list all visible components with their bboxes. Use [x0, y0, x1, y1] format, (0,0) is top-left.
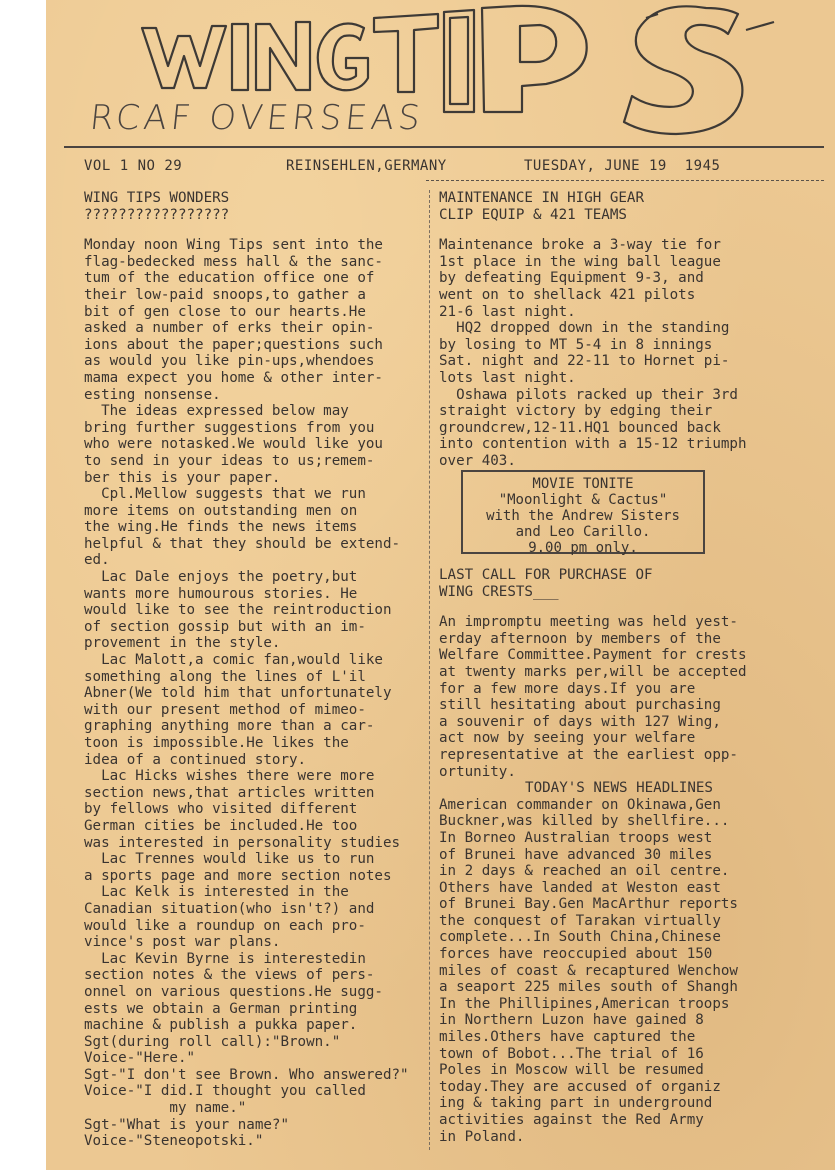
news-line: forces have reoccupied about 150	[439, 946, 713, 963]
article-line: Lac Kevin Byrne is interestedin	[84, 950, 366, 967]
article-body	[439, 614, 799, 780]
article-line: act now by seeing your welfare	[439, 730, 696, 747]
article-line: would like a roundup on each pro-	[84, 917, 366, 934]
article-line: Abner(We told him that unfortunately	[84, 685, 392, 702]
article-line: over 403.	[439, 452, 516, 469]
article-line: Lac Malott,a comic fan,would like	[84, 652, 383, 669]
article-line: toon is impossible.He likes the	[84, 735, 349, 751]
article-wing-crests	[439, 567, 799, 1145]
article-line: ests we obtain a German printing	[84, 1000, 358, 1017]
article-line: into contention with a 15-12 triumph	[439, 436, 747, 453]
article-line: flag-bedecked mess hall & the sanc-	[84, 253, 383, 270]
newspaper-page	[46, 0, 835, 1170]
news-headlines-body	[439, 797, 799, 1145]
dateline-date: TUESDAY, JUNE 19 1945	[524, 158, 721, 174]
news-line: activities against the Red Army	[439, 1112, 704, 1128]
masthead	[46, 0, 835, 150]
article-line: machine & publish a pukka paper.	[84, 1017, 358, 1034]
article-line: Sgt(during roll call):"Brown."	[84, 1033, 341, 1050]
article-line: for a few more days.If you are	[439, 680, 696, 697]
article-line: Voice-"Here."	[84, 1050, 196, 1067]
article-wing-tips-wonders	[84, 190, 456, 1150]
article-line: ed.	[84, 552, 110, 569]
article-line: mama expect you home & other inter-	[84, 369, 383, 386]
article-line: went on to shellack 421 pilots	[439, 286, 696, 303]
news-line: In the Phillipines,American troops	[439, 995, 730, 1012]
article-line: of section gossip but with an im-	[84, 618, 366, 635]
movie-notice-text	[463, 476, 703, 556]
dateline-rule	[426, 180, 824, 181]
news-line: miles.Others have captured the	[439, 1029, 696, 1046]
article-body	[84, 237, 456, 1150]
article-line: tum of the education office one of	[84, 270, 375, 287]
article-line: section notes & the views of pers-	[84, 967, 375, 984]
news-line: Others have landed at Weston east	[439, 879, 721, 896]
article-line: Lac Dale enjoys the poetry,but	[84, 569, 358, 586]
article-line: would like to see the reintroduction	[84, 602, 392, 619]
masthead-rule-top	[64, 146, 824, 148]
article-line: Sat. night and 22-11 to Hornet pi-	[439, 353, 730, 370]
movie-line: "Moonlight & Cactus"	[498, 492, 668, 508]
movie-line: and Leo Carillo.	[515, 524, 651, 540]
news-line: ing & taking part in underground	[439, 1095, 713, 1112]
article-line: as would you like pin-ups,whendoes	[84, 353, 375, 370]
article-line: Lac Trennes would like us to run	[84, 851, 375, 868]
article-line: Voice-"I did.I thought you called	[84, 1083, 366, 1100]
news-line: of Brunei have advanced 30 miles	[439, 846, 713, 863]
article-line: onnel on various questions.He sugg-	[84, 983, 383, 1000]
article-line: who were notasked.We would like you	[84, 436, 383, 453]
article-line: Sgt-"I don't see Brown. Who answered?"	[84, 1066, 409, 1083]
article-line: more items on outstanding men on	[84, 502, 358, 519]
article-line: by defeating Equipment 9-3, and	[439, 270, 704, 287]
dateline-volume: VOL 1 NO 29	[84, 158, 183, 174]
article-line: helpful & that they should be extend-	[84, 535, 401, 552]
news-line: miles of coast & recaptured Wenchow	[439, 962, 738, 979]
news-line: in Northern Luzon have gained 8	[439, 1012, 704, 1029]
article-line: with our present method of mimeo-	[84, 701, 366, 718]
article-line: graphing anything more than a car-	[84, 718, 375, 735]
article-line: section news,that articles written	[84, 784, 375, 801]
movie-line: with the Andrew Sisters	[486, 508, 680, 524]
article-line: something along the lines of L'il	[84, 668, 366, 685]
dateline-location: REINSEHLEN,GERMANY	[286, 158, 447, 174]
article-line: Sgt-"What is your name?"	[84, 1116, 289, 1133]
article-line: the wing.He finds the news items	[84, 519, 358, 536]
article-line: Oshawa pilots racked up their 3rd	[439, 386, 738, 403]
article-line: groundcrew,12-11.HQ1 bounced back	[439, 419, 721, 436]
article-line: Voice-"Steneopotski."	[84, 1133, 264, 1150]
article-line: my name."	[84, 1100, 247, 1117]
news-headlines-heading: TODAY'S NEWS HEADLINES	[525, 780, 713, 797]
article-line: Maintenance broke a 3-way tie for	[439, 237, 721, 254]
article-line: a sports page and more section notes	[84, 867, 392, 884]
news-line: in Poland.	[439, 1128, 525, 1145]
article-line: bring further suggestions from you	[84, 419, 375, 436]
article-line: 1st place in the wing ball league	[439, 253, 721, 270]
article-headline: MAINTENANCE IN HIGH GEAR CLIP EQUIP & 421 TEAMS	[439, 190, 644, 223]
article-line: at twenty marks per,will be accepted	[439, 663, 747, 680]
news-line: In Borneo Australian troops west	[439, 829, 713, 846]
article-line: ortunity.	[439, 763, 516, 780]
article-line: straight victory by edging their	[439, 403, 713, 420]
article-line: HQ2 dropped down in the standing	[439, 320, 730, 337]
news-line: of Brunei Bay.Gen MacArthur reports	[439, 896, 738, 913]
article-line: Cpl.Mellow suggests that we run	[84, 486, 366, 503]
article-line: their low-paid snoops,to gather a	[84, 286, 366, 303]
article-line: vince's post war plans.	[84, 934, 281, 951]
article-line: lots last night.	[439, 369, 576, 386]
article-line: asked a number of erks their opin-	[84, 320, 375, 337]
article-line: still hesitating about purchasing	[439, 697, 721, 714]
article-maintenance	[439, 190, 799, 470]
article-line: Monday noon Wing Tips sent into the	[84, 237, 383, 254]
article-line: An impromptu meeting was held yest-	[439, 614, 738, 631]
article-line: wants more humourous stories. He	[84, 585, 358, 602]
article-line: Lac Kelk is interested in the	[84, 884, 349, 901]
news-line: a seaport 225 miles south of Shangh	[439, 979, 738, 996]
news-line: complete...In South China,Chinese	[439, 929, 721, 946]
article-line: Canadian situation(who isn't?) and	[84, 900, 375, 917]
news-line: American commander on Okinawa,Gen	[439, 796, 721, 813]
article-line: bit of gen close to our hearts.He	[84, 303, 366, 320]
article-line: The ideas expressed below may	[84, 403, 349, 420]
article-headline: WING TIPS WONDERS ?????????????????	[84, 190, 230, 223]
article-body	[439, 237, 799, 469]
article-line: to send in your ideas to us;remem-	[84, 452, 375, 469]
article-line: 21-6 last night.	[439, 303, 576, 320]
news-line: in 2 days & reached an oil centre.	[439, 863, 730, 880]
movie-line: MOVIE TONITE	[532, 476, 634, 492]
news-line: the conquest of Tarakan virtually	[439, 912, 721, 929]
article-line: erday afternoon by members of the	[439, 630, 721, 647]
article-headline: LAST CALL FOR PURCHASE OF WING CRESTS___	[439, 567, 653, 600]
article-line: idea of a continued story.	[84, 751, 307, 768]
article-line: a souvenir of days with 127 Wing,	[439, 713, 721, 730]
movie-line: 9.00 pm only.	[528, 540, 638, 556]
article-line: Welfare Committee.Payment for crests	[439, 647, 747, 664]
movie-notice-box	[461, 470, 705, 554]
article-line: Lac Hicks wishes there were more	[84, 768, 375, 785]
article-line: esting nonsense.	[84, 386, 221, 403]
article-line: was interested in personality studies	[84, 834, 401, 851]
article-line: by fellows who visited different	[84, 801, 358, 818]
masthead-subtitle: RCAF OVERSEAS	[87, 98, 426, 138]
article-line: provement in the style.	[84, 635, 281, 652]
article-line: German cities be included.He too	[84, 817, 358, 834]
news-line: town of Bobot...The trial of 16	[439, 1045, 704, 1062]
news-line: Buckner,was killed by shellfire...	[439, 813, 730, 830]
article-line: representative at the earliest opp-	[439, 746, 738, 763]
article-line: ber this is your paper.	[84, 469, 281, 486]
news-line: today.They are accused of organiz	[439, 1078, 721, 1095]
article-line: ions about the paper;questions such	[84, 336, 383, 353]
news-line: Poles in Moscow will be resumed	[439, 1062, 704, 1079]
article-line: by losing to MT 5-4 in 8 innings	[439, 336, 713, 353]
